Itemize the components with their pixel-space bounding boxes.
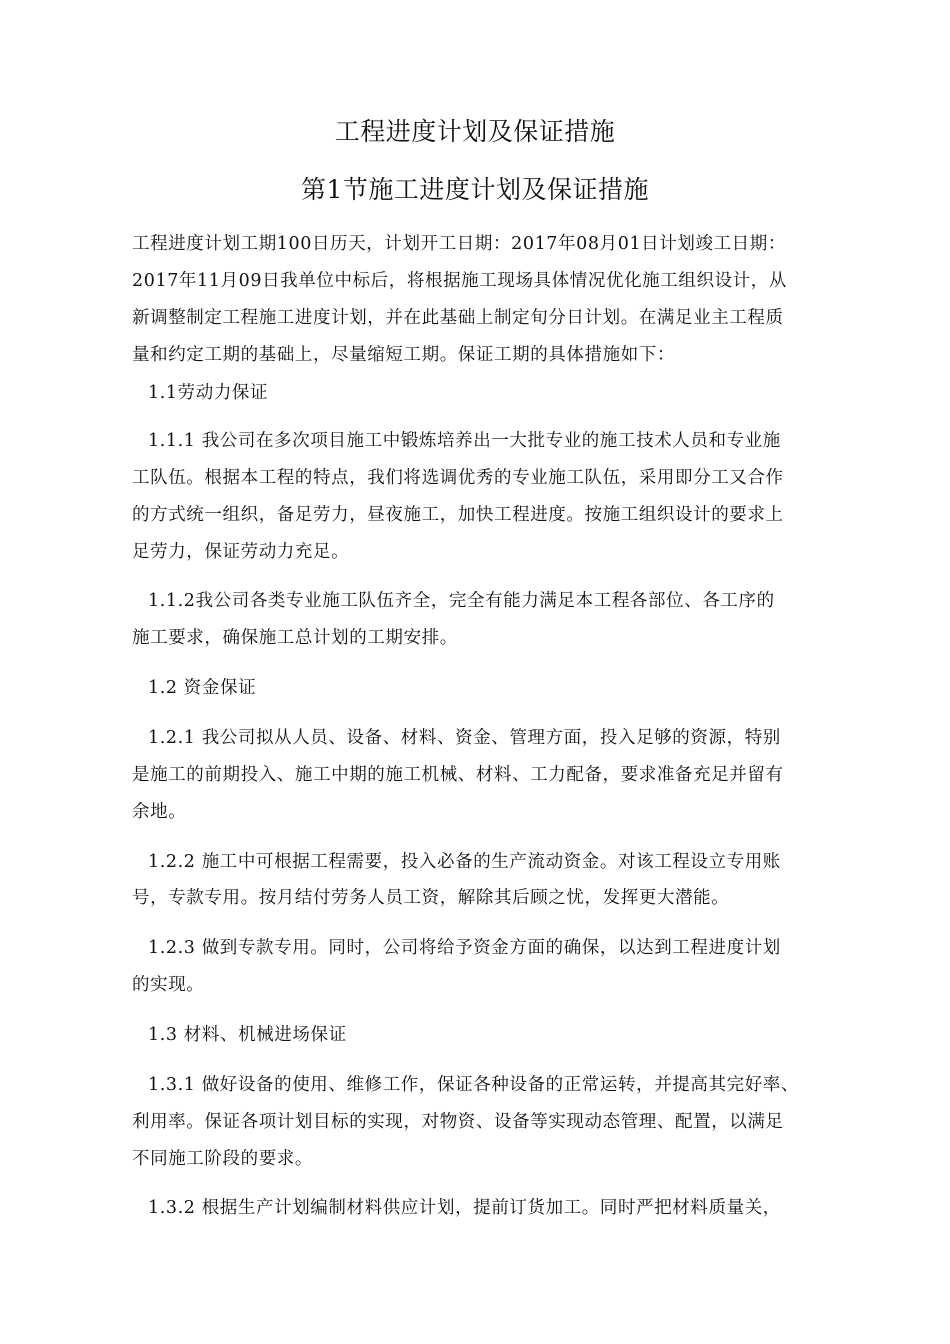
paragraph-line: 利用率。保证各项计划目标的实现，对物资、设备等实现动态管理、配置，以满足 <box>132 1112 784 1132</box>
paragraph-line: 1.3.2 根据生产计划编制材料供应计划，提前订货加工。同时严把材料质量关， <box>148 1198 781 1218</box>
paragraph-line: 1.2.1 我公司拟从人员、设备、材料、资金、管理方面，投入足够的资源，特别 <box>148 728 781 748</box>
paragraph-line: 足劳力，保证劳动力充足。 <box>132 542 350 562</box>
paragraph-line: 1.1.1 我公司在多次项目施工中锻炼培养出一大批专业的施工技术人员和专业施 <box>148 431 781 451</box>
paragraph-line: 工队伍。根据本工程的特点，我们将选调优秀的专业施工队伍，采用即分工又合作 <box>132 468 784 488</box>
paragraph-line: 号，专款专用。按月结付劳务人员工资，解除其后顾之忧，发挥更大潜能。 <box>132 888 730 908</box>
paragraph-line: 2017年11月09日我单位中标后，将根据施工现场具体情况优化施工组织设计，从 <box>132 271 787 291</box>
document-title: 工程进度计划及保证措施 <box>334 117 616 146</box>
paragraph-line: 1.1.2我公司各类专业施工队伍齐全，完全有能力满足本工程各部位、各工序的 <box>148 591 775 611</box>
paragraph-line: 不同施工阶段的要求。 <box>132 1149 313 1169</box>
paragraph-line: 的实现。 <box>132 975 205 995</box>
section-title: 第1节施工进度计划及保证措施 <box>301 175 649 204</box>
subheading-1-3: 1.3 材料、机械进场保证 <box>148 1025 347 1045</box>
paragraph-line: 1.2.3 做到专款专用。同时，公司将给予资金方面的确保，以达到工程进度计划 <box>148 938 781 958</box>
subheading-1-2: 1.2 资金保证 <box>148 678 257 698</box>
paragraph-line: 施工要求，确保施工总计划的工期安排。 <box>132 628 458 648</box>
paragraph-line: 1.2.2 施工中可根据工程需要，投入必备的生产流动资金。对该工程设立专用账 <box>148 852 781 872</box>
paragraph-line: 是施工的前期投入、施工中期的施工机械、材料、工力配备，要求准备充足并留有 <box>132 765 784 785</box>
paragraph-line: 新调整制定工程施工进度计划，并在此基础上制定旬分日计划。在满足业主工程质 <box>132 308 784 328</box>
paragraph-line: 1.3.1 做好设备的使用、维修工作，保证各种设备的正常运转，并提高其完好率、 <box>148 1075 799 1095</box>
subheading-1-1: 1.1劳动力保证 <box>148 383 269 403</box>
paragraph-line: 工程进度计划工期100日历天，计划开工日期：2017年08月01日计划竣工日期： <box>132 234 786 254</box>
paragraph-line: 的方式统一组织，备足劳力，昼夜施工，加快工程进度。按施工组织设计的要求上 <box>132 505 784 525</box>
paragraph-line: 量和约定工期的基础上，尽量缩短工期。保证工期的具体措施如下： <box>132 345 675 365</box>
paragraph-line: 余地。 <box>132 802 187 822</box>
